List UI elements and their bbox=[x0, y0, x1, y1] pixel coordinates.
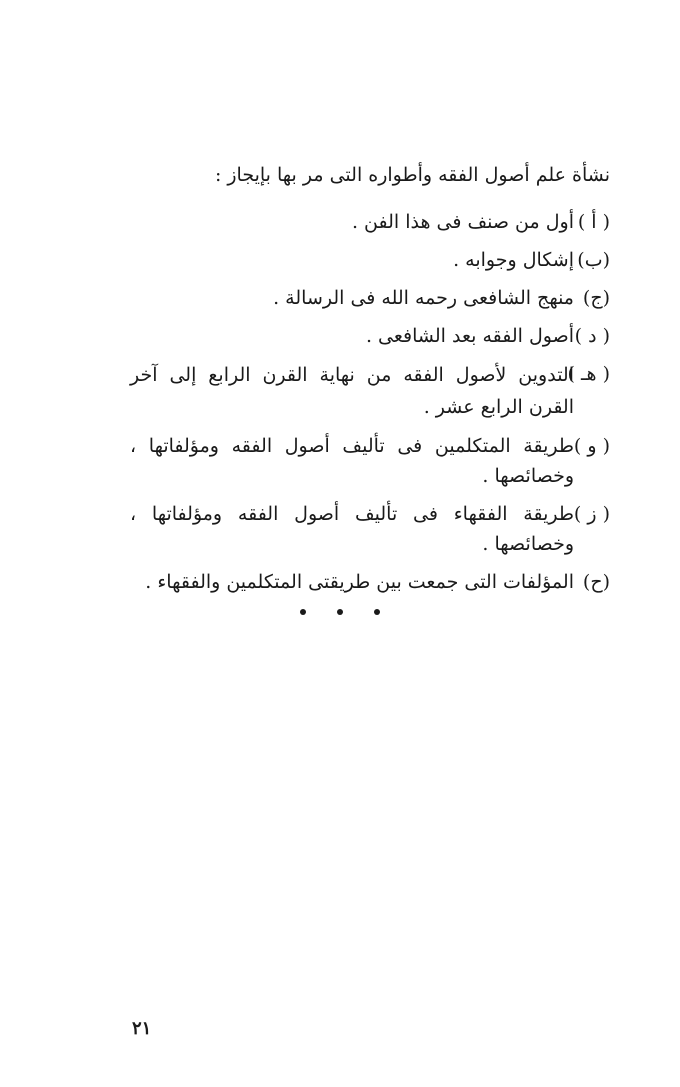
separator-dot-icon bbox=[337, 609, 343, 615]
item-marker: ( ز ) bbox=[573, 503, 610, 525]
item-text: التدوين لأصول الفقه من نهاية القرن الرابع إلى آخر القرن الرابع عشر . bbox=[130, 364, 574, 418]
section-separator bbox=[300, 602, 380, 622]
item-marker: ( هـ ) bbox=[567, 363, 610, 385]
item-text: إشكال وجوابه . bbox=[453, 249, 574, 271]
item-text: طريقة المتكلمين فى تأليف أصول الفقه ومؤلفاتها ، وخصائصها . bbox=[130, 435, 574, 487]
item-marker: (ب) bbox=[577, 249, 610, 271]
list-item bbox=[130, 321, 610, 351]
separator-dot-icon bbox=[300, 609, 306, 615]
list-item bbox=[130, 207, 610, 237]
item-marker: (ج) bbox=[582, 287, 610, 309]
item-marker: (ح) bbox=[582, 571, 610, 593]
item-marker: ( و ) bbox=[573, 435, 610, 457]
item-text: المؤلفات التى جمعت بين طريقتى المتكلمين والفقهاء . bbox=[145, 571, 574, 593]
item-text: طريقة الفقهاء فى تأليف أصول الفقه ومؤلفاتها ، وخصائصها . bbox=[130, 503, 574, 555]
list-item bbox=[130, 245, 610, 275]
page-number: ٢١ bbox=[132, 1018, 152, 1039]
item-text: أول من صنف فى هذا الفن . bbox=[351, 211, 574, 233]
list-item bbox=[130, 567, 610, 597]
section-heading: نشأة علم أصول الفقه وأطواره التى مر بها بإيجاز : bbox=[214, 164, 610, 186]
separator-dot-icon bbox=[374, 609, 380, 615]
list-item bbox=[130, 499, 610, 559]
list-item bbox=[130, 431, 610, 491]
item-text: منهج الشافعى رحمه الله فى الرسالة . bbox=[273, 287, 574, 309]
item-marker: ( د ) bbox=[574, 325, 610, 347]
list-item bbox=[130, 283, 610, 313]
item-text: أصول الفقه بعد الشافعى . bbox=[365, 325, 574, 347]
list-item bbox=[130, 359, 610, 423]
text-block bbox=[130, 160, 610, 605]
item-marker: ( أ ) bbox=[577, 211, 610, 233]
